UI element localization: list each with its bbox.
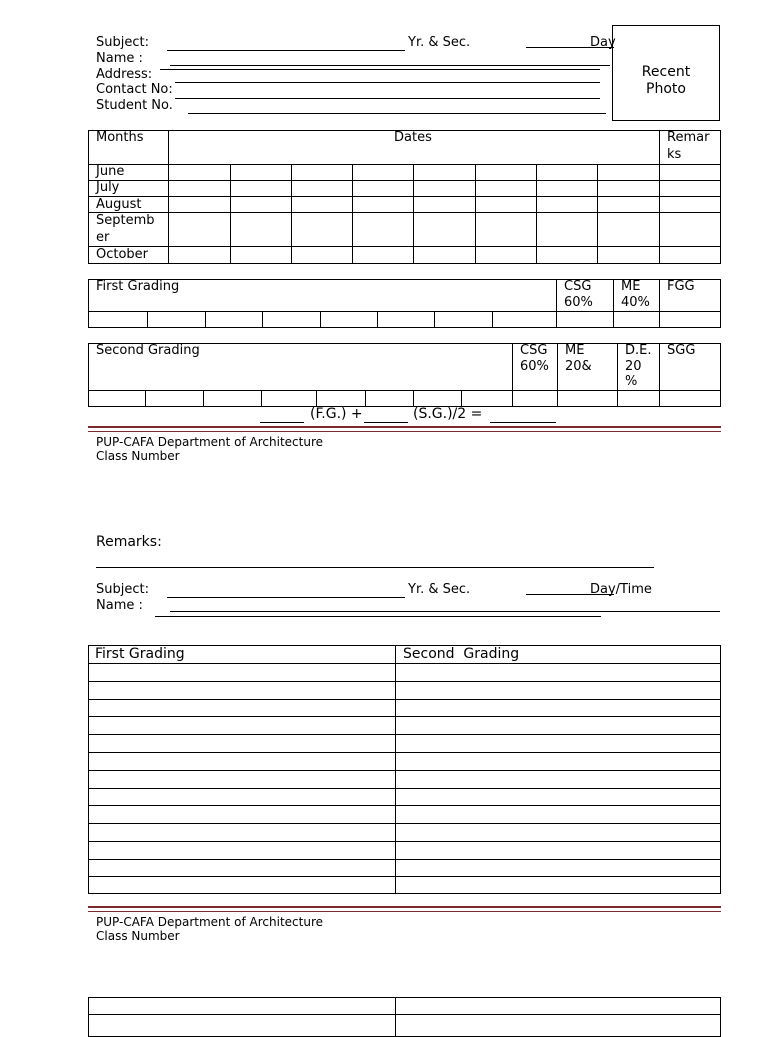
sg-blank[interactable]	[364, 422, 408, 423]
sg-cell-divider	[365, 390, 366, 407]
grading-second-header: Second Grading	[403, 646, 520, 662]
date-col-divider	[291, 164, 292, 264]
sg-csg-label: CSG	[520, 343, 548, 358]
month-october: October	[96, 247, 149, 262]
row-divider	[88, 180, 721, 181]
sg-cell-divider	[261, 390, 262, 407]
remarks-col-divider	[659, 130, 660, 264]
grading-row-divider	[88, 681, 721, 682]
remarks-header-line2: ks	[667, 147, 682, 162]
grading-row-divider	[88, 770, 721, 771]
header-row-divider	[88, 164, 721, 165]
bottom-row-divider	[88, 1014, 721, 1015]
fg-csg-divider	[556, 279, 557, 328]
fg-cell-divider	[147, 311, 148, 328]
contact-label: Contact No:	[96, 82, 173, 97]
date-col-divider	[230, 164, 231, 264]
grading-row-divider	[88, 752, 721, 753]
fg-fgg-label: FGG	[667, 279, 695, 294]
grading-row-divider	[88, 805, 721, 806]
sg-sgg-label: SGG	[667, 343, 696, 358]
month-august: August	[96, 197, 142, 212]
fg-cell-divider	[320, 311, 321, 328]
yr-sec-label: Yr. & Sec.	[408, 35, 471, 50]
date-col-divider	[352, 164, 353, 264]
sg-csg-divider	[512, 343, 513, 407]
sg-cell-divider	[203, 390, 204, 407]
fg-cell-divider	[492, 311, 493, 328]
department-label: PUP-CAFA Department of Architecture	[96, 435, 324, 449]
department-label-2: PUP-CAFA Department of Architecture	[96, 915, 324, 929]
form2-day-time-label: Day/Time	[590, 582, 652, 597]
grading-row-divider	[88, 823, 721, 824]
class-number-label: Class Number	[96, 449, 180, 463]
form2-subject-label: Subject:	[96, 582, 149, 597]
fg-me-pct: 40%	[621, 295, 650, 310]
formula-sg: (S.G.)/2 =	[413, 406, 483, 422]
row-divider	[88, 246, 721, 247]
row-divider	[88, 196, 721, 197]
month-july: July	[96, 180, 120, 195]
remarks-field[interactable]	[96, 567, 654, 568]
fg-cell-divider	[377, 311, 378, 328]
sg-de-symbol: %	[625, 374, 638, 389]
student-no-label: Student No.	[96, 98, 173, 113]
class-number-label-2: Class Number	[96, 929, 180, 943]
date-col-divider	[413, 164, 414, 264]
fg-cell-divider	[434, 311, 435, 328]
name-field[interactable]	[170, 65, 610, 66]
subject-label: Subject:	[96, 35, 149, 50]
sg-cell-divider	[461, 390, 462, 407]
form2-subject-field[interactable]	[167, 597, 405, 598]
month-september-part2: er	[96, 230, 110, 245]
months-header: Months	[96, 130, 144, 145]
divider-line	[88, 911, 721, 912]
first-grading-title: First Grading	[96, 279, 180, 294]
day-label: Day	[590, 35, 616, 50]
fg-me-label: ME	[621, 279, 641, 294]
fg-fgg-divider	[659, 279, 660, 328]
remarks-header-line1: Remar	[667, 130, 710, 145]
form2-name-label: Name :	[96, 598, 143, 613]
student-no-field[interactable]	[188, 113, 606, 114]
contact-field[interactable]	[175, 98, 600, 99]
attendance-table	[88, 130, 721, 264]
month-september-part1: Septemb	[96, 213, 155, 228]
form2-name-underline	[155, 616, 601, 617]
grading-row-divider	[88, 663, 721, 664]
sg-csg-pct: 60%	[520, 359, 549, 374]
grading-row-divider	[88, 859, 721, 860]
sg-me-pct: 20&	[565, 359, 592, 374]
subject-field[interactable]	[167, 50, 405, 51]
form2-yr-sec-label: Yr. & Sec.	[408, 582, 471, 597]
grading-row-divider	[88, 876, 721, 877]
fg-cell-divider	[205, 311, 206, 328]
row-divider	[88, 212, 721, 213]
grading-row-divider	[88, 734, 721, 735]
divider-bar	[88, 426, 721, 428]
grading-row-divider	[88, 841, 721, 842]
grading-row-divider	[88, 788, 721, 789]
sg-sgg-divider	[659, 343, 660, 407]
sg-cell-divider	[145, 390, 146, 407]
grading-row-divider	[88, 699, 721, 700]
photo-label-line1: Recent	[641, 64, 691, 80]
fg-csg-label: CSG	[564, 279, 592, 294]
divider-line	[88, 431, 721, 432]
fg-csg-pct: 60%	[564, 295, 593, 310]
months-col-divider	[168, 130, 169, 264]
sg-de-divider	[617, 343, 618, 407]
grading-first-header: First Grading	[95, 646, 185, 662]
fg-blank[interactable]	[260, 422, 304, 423]
fg-me-divider	[613, 279, 614, 328]
photo-label-line2: Photo	[646, 81, 686, 97]
date-col-divider	[536, 164, 537, 264]
recent-photo-box	[612, 25, 720, 121]
second-grading-title: Second Grading	[96, 343, 200, 358]
fg-row-divider	[88, 311, 721, 312]
sg-cell-divider	[413, 390, 414, 407]
sg-me-divider	[557, 343, 558, 407]
address-field[interactable]	[175, 82, 600, 83]
address-field-top[interactable]	[160, 69, 600, 70]
remarks-label: Remarks:	[96, 534, 162, 550]
sg-de-label: D.E.	[625, 343, 652, 358]
grading-row-divider	[88, 716, 721, 717]
sg-row-divider	[88, 390, 721, 391]
date-col-divider	[475, 164, 476, 264]
final-grade-blank[interactable]	[490, 422, 556, 423]
fg-cell-divider	[262, 311, 263, 328]
name-label: Name :	[96, 51, 143, 66]
divider-bar	[88, 906, 721, 908]
bottom-col-divider	[395, 997, 396, 1037]
sg-cell-divider	[316, 390, 317, 407]
date-col-divider	[597, 164, 598, 264]
sg-me-label: ME	[565, 343, 585, 358]
dates-header: Dates	[394, 130, 432, 145]
address-label: Address:	[96, 67, 153, 82]
month-june: June	[96, 164, 125, 179]
sg-de-pct: 20	[625, 359, 642, 374]
form2-name-field[interactable]	[170, 611, 720, 612]
bottom-table	[88, 997, 721, 1037]
formula-fg: (F.G.) +	[310, 406, 363, 422]
